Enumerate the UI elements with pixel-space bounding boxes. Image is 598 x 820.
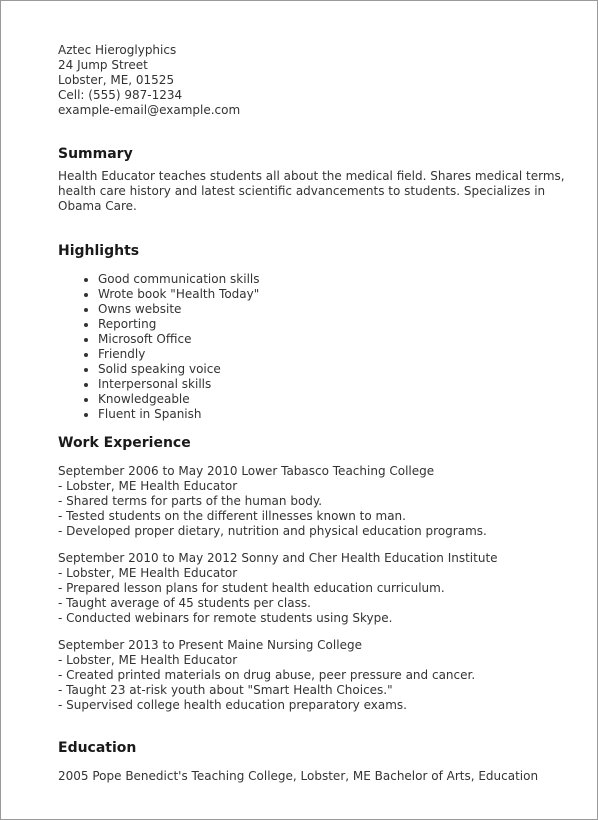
job-line: - Conducted webinars for remote students using Skype. bbox=[58, 611, 393, 625]
list-item: • Solid speaking voice bbox=[98, 362, 573, 377]
contact-name: Aztec Hieroglyphics bbox=[58, 43, 177, 57]
education-text: 2005 Pope Benedict's Teaching College, Lobster, ME Bachelor of Arts, Education bbox=[58, 769, 539, 783]
job-line: - Taught 23 at-risk youth about "Smart Health Choices." bbox=[58, 683, 393, 697]
job-line: - Lobster, ME Health Educator bbox=[58, 566, 238, 580]
job-entry bbox=[58, 638, 573, 713]
list-item: • Wrote book "Health Today" bbox=[98, 287, 573, 302]
job-line: - Lobster, ME Health Educator bbox=[58, 479, 238, 493]
contact-block bbox=[58, 43, 573, 118]
job-line: - Tested students on the different illnesses known to man. bbox=[58, 509, 406, 523]
resume-content bbox=[58, 43, 573, 784]
job-line: - Taught average of 45 students per class. bbox=[58, 596, 311, 610]
list-item: • Reporting bbox=[98, 317, 573, 332]
job-header: September 2006 to May 2010 Lower Tabasco Teaching College bbox=[58, 464, 435, 478]
list-item: • Friendly bbox=[98, 347, 573, 362]
list-item: • Fluent in Spanish bbox=[98, 407, 573, 422]
job-entry bbox=[58, 464, 573, 539]
contact-phone: Cell: (555) 987-1234 bbox=[58, 88, 183, 102]
contact-city: Lobster, ME, 01525 bbox=[58, 73, 175, 87]
list-item: • Good communication skills bbox=[98, 272, 573, 287]
summary-text: Health Educator teaches students all about the medical field. Shares medical terms, health care history and latest scientific advancements to students. Specializes in Obama Care. bbox=[58, 169, 565, 213]
highlights-heading: Highlights bbox=[58, 243, 140, 259]
summary-heading: Summary bbox=[58, 146, 133, 162]
contact-email: example-email@example.com bbox=[58, 103, 241, 117]
job-header: September 2013 to Present Maine Nursing College bbox=[58, 638, 362, 652]
work-heading: Work Experience bbox=[58, 435, 191, 451]
job-entry bbox=[58, 551, 573, 626]
contact-street: 24 Jump Street bbox=[58, 58, 148, 72]
list-item: • Microsoft Office bbox=[98, 332, 573, 347]
job-line: - Developed proper dietary, nutrition and physical education programs. bbox=[58, 524, 487, 538]
job-line: - Shared terms for parts of the human body. bbox=[58, 494, 323, 508]
job-line: - Lobster, ME Health Educator bbox=[58, 653, 238, 667]
job-line: - Prepared lesson plans for student health education curriculum. bbox=[58, 581, 445, 595]
job-line: - Created printed materials on drug abuse, peer pressure and cancer. bbox=[58, 668, 476, 682]
job-header: September 2010 to May 2012 Sonny and Cher Health Education Institute bbox=[58, 551, 498, 565]
list-item: • Owns website bbox=[98, 302, 573, 317]
highlights-list bbox=[58, 272, 573, 422]
education-heading: Education bbox=[58, 740, 137, 756]
list-item: • Interpersonal skills bbox=[98, 377, 573, 392]
job-line: - Supervised college health education preparatory exams. bbox=[58, 698, 407, 712]
list-item: • Knowledgeable bbox=[98, 392, 573, 407]
